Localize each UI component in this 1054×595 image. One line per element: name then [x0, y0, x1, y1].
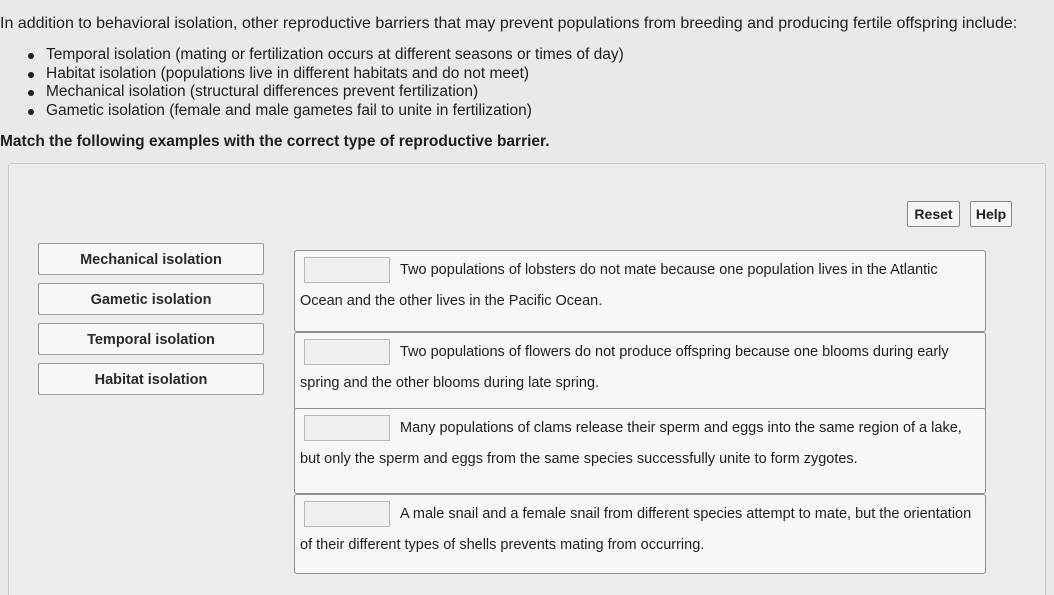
drop-target[interactable] [304, 415, 390, 441]
drop-target[interactable] [304, 339, 390, 365]
reset-button[interactable]: Reset [907, 201, 960, 227]
draggable-label-mechanical-isolation[interactable]: Mechanical isolation [38, 243, 264, 275]
draggable-label-habitat-isolation[interactable]: Habitat isolation [38, 363, 264, 395]
example-card [294, 250, 986, 332]
barrier-type-item: Temporal isolation (mating or fertilization occurs at different seasons or times of day) [22, 46, 624, 65]
example-text: A male snail and a female snail from different species attempt to mate, but the orientation of their different types of shells prevents mating from occurring. [300, 506, 972, 553]
instruction-text: Match the following examples with the correct type of reproductive barrier. [0, 133, 550, 150]
barrier-type-item: Gametic isolation (female and male gametes fail to unite in fertilization) [22, 102, 624, 121]
example-text: Two populations of lobsters do not mate because one population lives in the Atlantic Ocean and the other lives in the Pacific Ocean. [300, 262, 938, 309]
example-card [294, 494, 986, 574]
drop-target[interactable] [304, 257, 390, 283]
barrier-type-item: Habitat isolation (populations live in different habitats and do not meet) [22, 65, 624, 84]
draggable-label-temporal-isolation[interactable]: Temporal isolation [38, 323, 264, 355]
help-button[interactable]: Help [970, 201, 1012, 227]
example-text: Many populations of clams release their sperm and eggs into the same region of a lake, but only the sperm and eggs from the same species successfully unite to form zygotes. [300, 420, 962, 467]
drop-target[interactable] [304, 501, 390, 527]
draggable-label-gametic-isolation[interactable]: Gametic isolation [38, 283, 264, 315]
barrier-type-list [22, 46, 624, 120]
barrier-type-item: Mechanical isolation (structural differences prevent fertilization) [22, 83, 624, 102]
intro-text: In addition to behavioral isolation, other reproductive barriers that may prevent populations from breeding and producing fertile offspring include: [0, 15, 1018, 32]
example-card [294, 408, 986, 494]
example-card [294, 332, 986, 414]
example-text: Two populations of flowers do not produce offspring because one blooms during early spring and the other blooms during late spring. [300, 344, 949, 391]
